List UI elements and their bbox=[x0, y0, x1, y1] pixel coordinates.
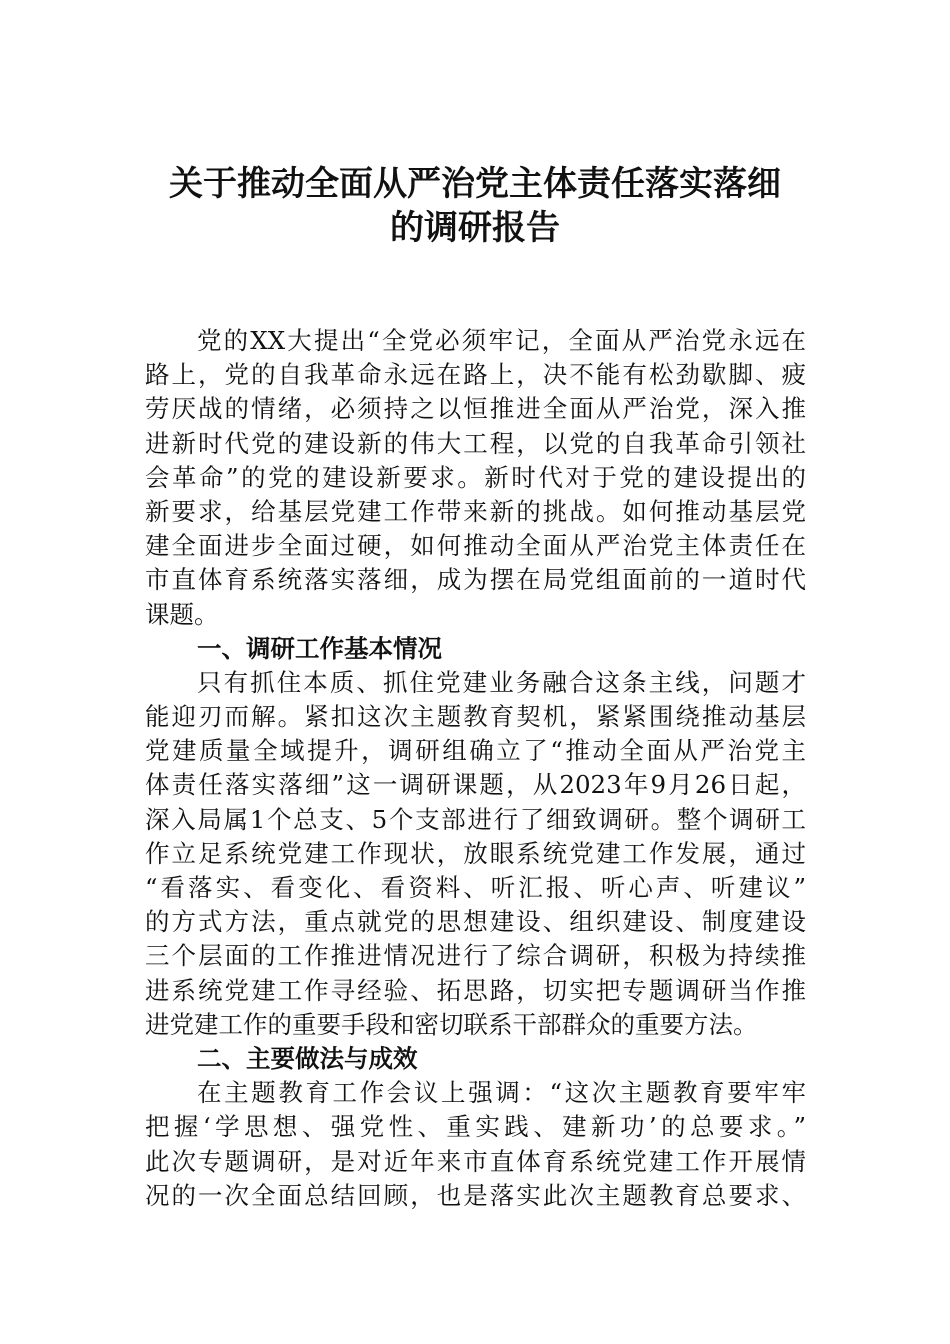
paragraph-2-line: 进党建工作的重要手段和密切联系干部群众的重要方法。 bbox=[145, 1009, 758, 1039]
section-heading-1: 一、调研工作基本情况 bbox=[197, 633, 442, 663]
paragraph-2-line: 的方式方法，重点就党的思想建设、组织建设、制度建设 bbox=[145, 907, 806, 937]
paragraph-1-line: 进新时代党的建设新的伟大工程，以党的自我革命引领社 bbox=[145, 428, 806, 458]
paragraph-3-line: 把握‘学思想、强党性、重实践、建新功’的总要求。” bbox=[145, 1112, 806, 1142]
paragraph-2-line: “看落实、看变化、看资料、听汇报、听心声、听建议” bbox=[145, 873, 806, 902]
paragraph-1-line: 党的XX大提出“全党必须牢记，全面从严治党永远在 bbox=[197, 326, 806, 355]
paragraph-1-line: 新要求，给基层党建工作带来新的挑战。如何推动基层党 bbox=[145, 496, 806, 526]
report-title-line-2: 的调研报告 bbox=[390, 208, 560, 248]
paragraph-2-line: 作立足系统党建工作现状，放眼系统党建工作发展，通过 bbox=[145, 838, 806, 868]
paragraph-1-line: 路上，党的自我革命永远在路上，决不能有松劲歇脚、疲 bbox=[145, 360, 806, 390]
paragraph-2-line: 能迎刃而解。紧扣这次主题教育契机，紧紧围绕推动基层 bbox=[145, 702, 806, 732]
paragraph-3-line: 在主题教育工作会议上强调：“这次主题教育要牢牢 bbox=[197, 1078, 806, 1108]
paragraph-2-line: 只有抓住本质、抓住党建业务融合这条主线，问题才 bbox=[197, 667, 806, 697]
report-body bbox=[145, 324, 806, 1213]
paragraph-2-line: 党建质量全域提升，调研组确立了“推动全面从严治党主 bbox=[145, 736, 806, 766]
paragraph-1-line: 劳厌战的情绪，必须持之以恒推进全面从严治党，深入推 bbox=[145, 394, 806, 424]
paragraph-2-line: 进系统党建工作寻经验、拓思路，切实把专题调研当作推 bbox=[145, 975, 806, 1005]
section-heading-2: 二、主要做法与成效 bbox=[197, 1043, 418, 1073]
paragraph-1-line: 市直体育系统落实落细，成为摆在局党组面前的一道时代 bbox=[145, 565, 806, 595]
report-title-line-1: 关于推动全面从严治党主体责任落实落细 bbox=[169, 164, 781, 204]
paragraph-3-line: 此次专题调研，是对近年来市直体育系统党建工作开展情 bbox=[145, 1146, 806, 1176]
paragraph-1-line: 会革命”的党的建设新要求。新时代对于党的建设提出的 bbox=[145, 462, 806, 492]
paragraph-1-line: 课题。 bbox=[145, 599, 219, 629]
paragraph-2-line: 深入局属1个总支、5个支部进行了细致调研。整个调研工 bbox=[145, 804, 806, 834]
paragraph-1-line: 建全面进步全面过硬，如何推动全面从严治党主体责任在 bbox=[145, 531, 806, 561]
paragraph-2-line: 体责任落实落细”这一调研课题，从2023年9月26日起， bbox=[145, 770, 806, 800]
paragraph-2-line: 三个层面的工作推进情况进行了综合调研，积极为持续推 bbox=[145, 941, 806, 971]
paragraph-3-line: 况的一次全面总结回顾，也是落实此次主题教育总要求、 bbox=[145, 1180, 806, 1210]
